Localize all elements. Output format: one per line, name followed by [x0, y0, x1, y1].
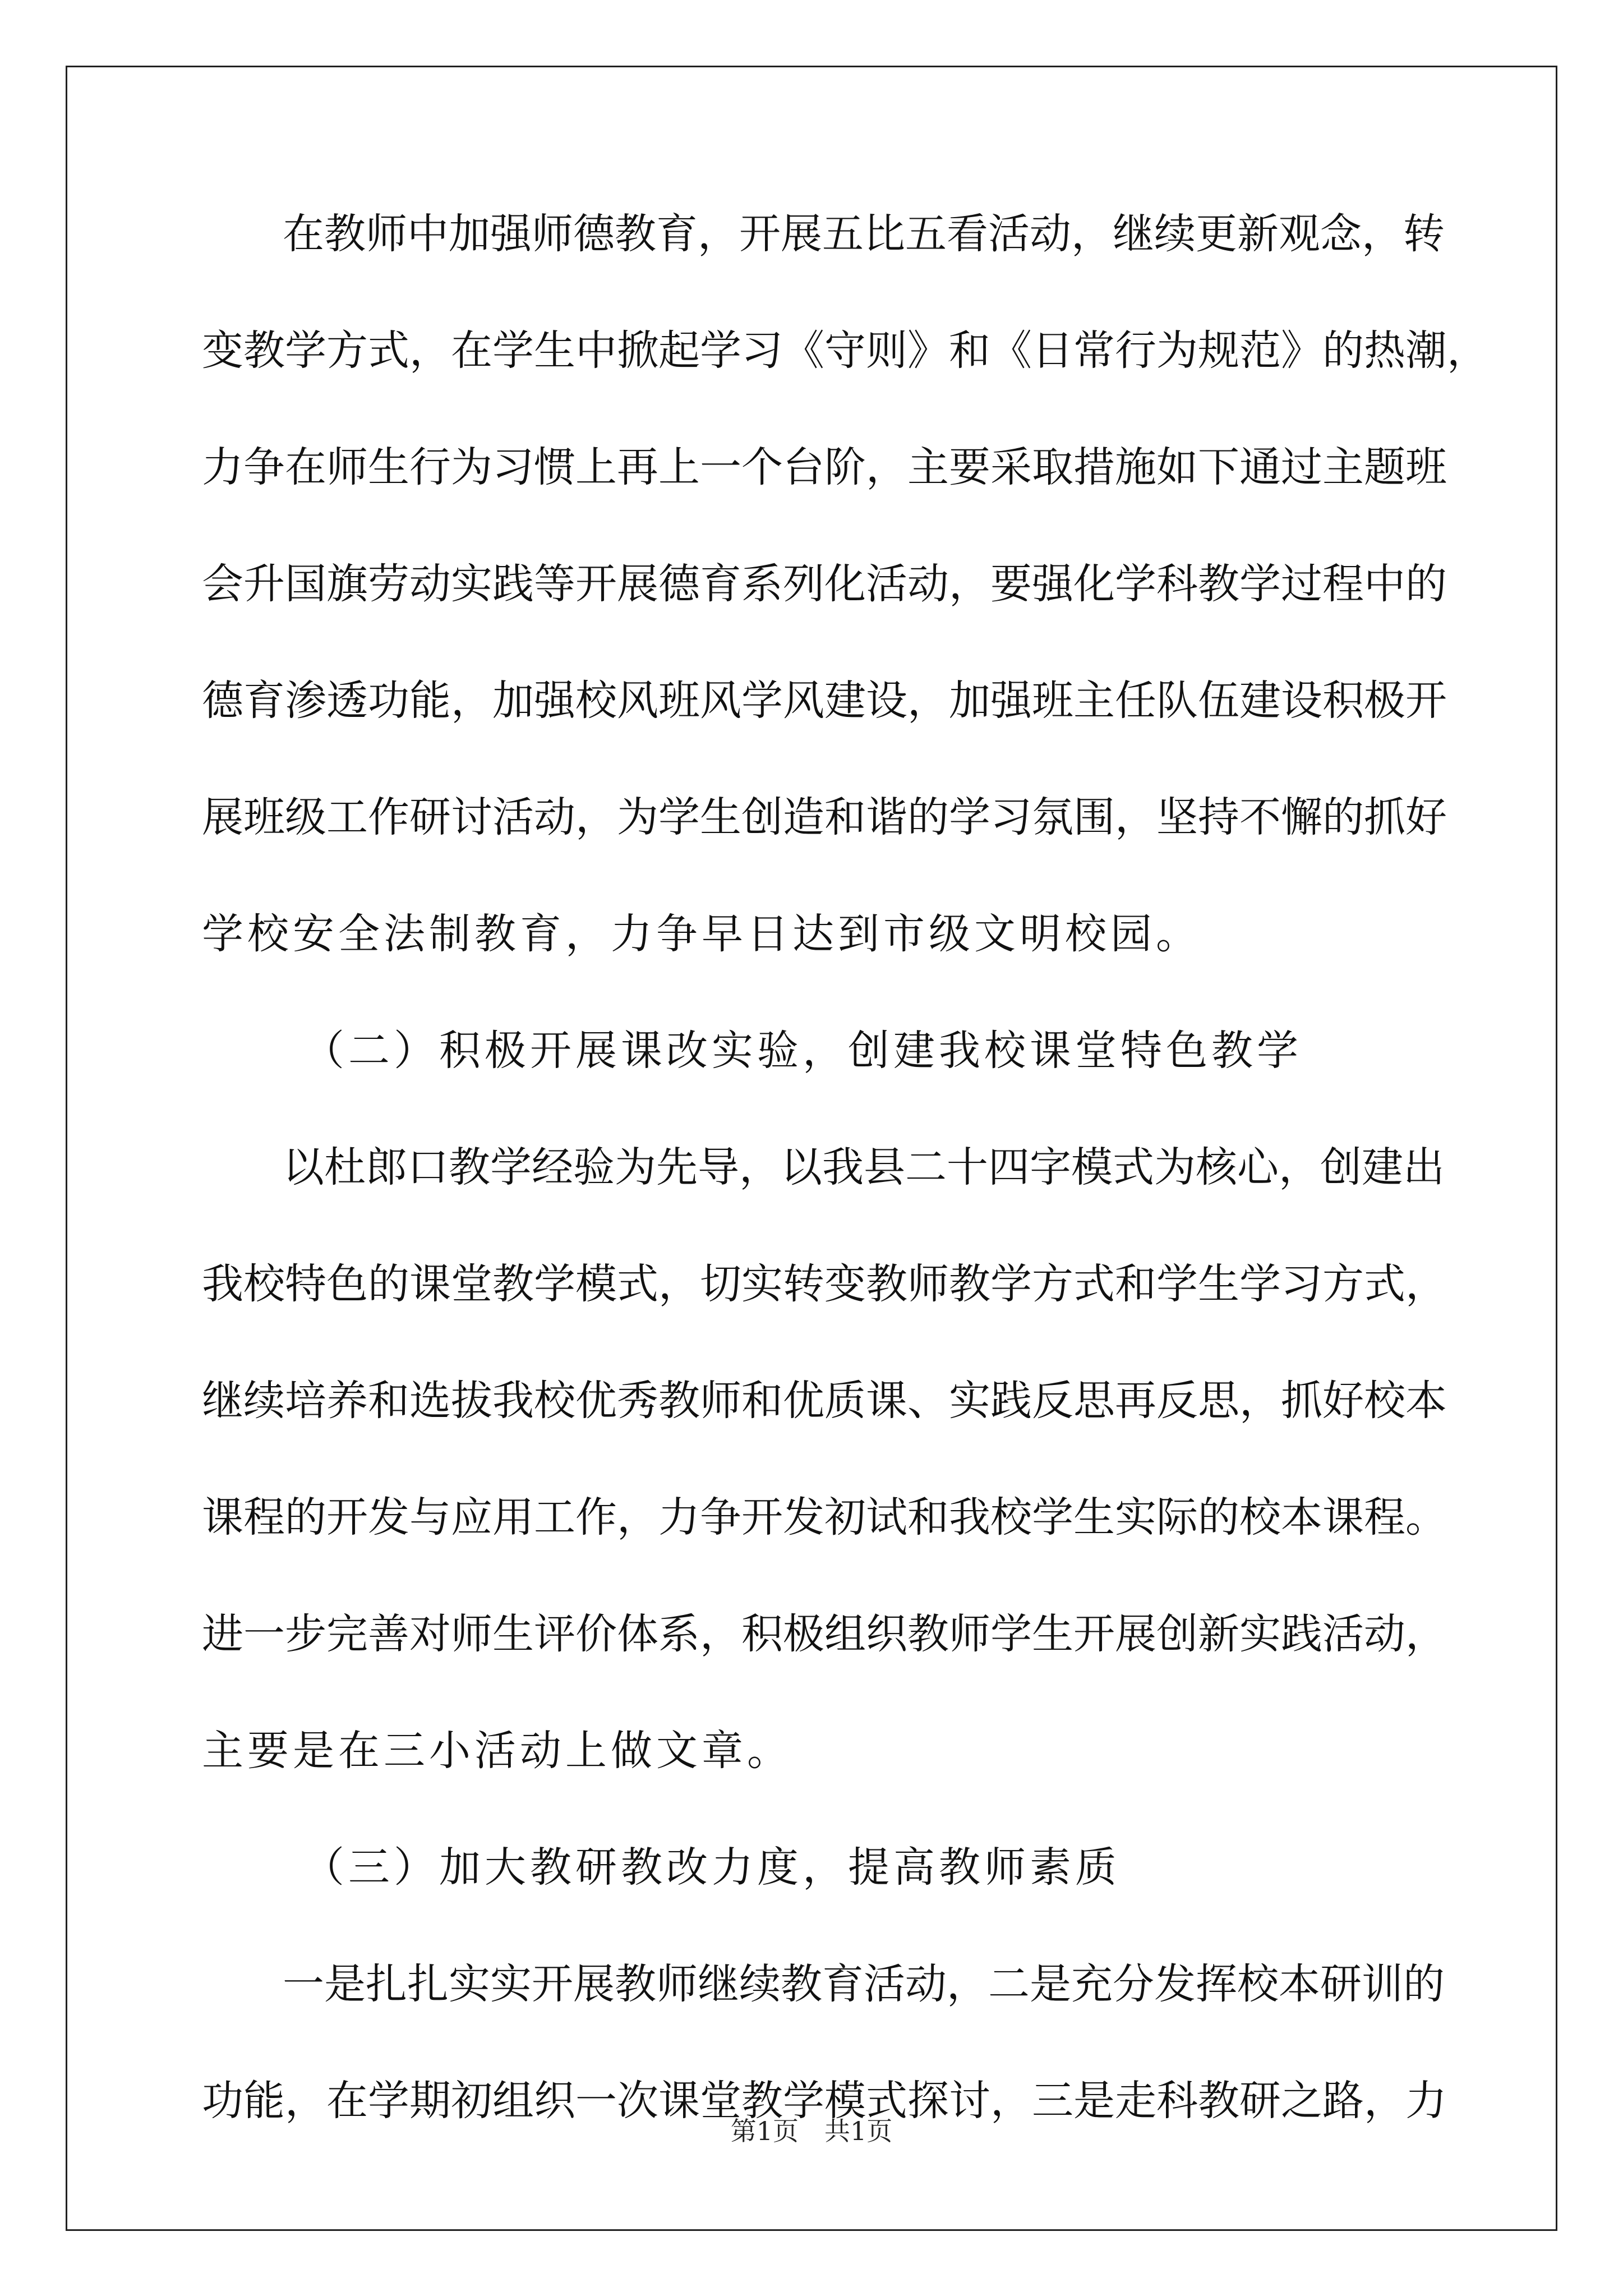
text-line: 我校特色的课堂教学模式，切实转变教师教学方式和学生学习方式， [202, 1260, 1447, 1308]
text-line: 进一步完善对师生评价体系，积极组织教师学生开展创新实践活动， [202, 1610, 1447, 1658]
text-line: 继续培养和选拔我校优秀教师和优质课、实践反思再反思，抓好校本 [202, 1377, 1447, 1425]
document-body [202, 210, 1488, 2197]
text-line: 功能，在学期初组织一次课堂教学模式探讨，三是走科教研之路，力 [202, 2077, 1447, 2125]
text-line: 变教学方式，在学生中掀起学习《守则》和《日常行为规范》的热潮， [202, 326, 1488, 375]
text-line: 学校安全法制教育，力争早日达到市级文明校园。 [202, 910, 1201, 958]
text-line: 德育渗透功能，加强校风班风学风建设，加强班主任队伍建设积极开 [202, 677, 1447, 725]
text-line: 主要是在三小活动上做文章。 [202, 1727, 792, 1775]
text-line: 会升国旗劳动实践等开展德育系列化活动，要强化学科教学过程中的 [202, 560, 1447, 608]
text-line: 在教师中加强师德教育，开展五比五看活动，继续更新观念，转 [283, 210, 1445, 258]
text-line: 一是扎扎实实开展教师继续教育活动，二是充分发挥校本研训的 [283, 1960, 1445, 2008]
text-line: 力争在师生行为习惯上再上一个台阶，主要采取措施如下通过主题班 [202, 443, 1447, 491]
text-line: 课程的开发与应用工作，力争开发初试和我校学生实际的校本课程。 [202, 1493, 1447, 1542]
section-heading: （二）积极开展课改实验，创建我校课堂特色教学 [303, 1027, 1302, 1075]
section-heading: （三）加大教研教改力度，提高教师素质 [303, 1843, 1121, 1892]
page-number-footer: 第1页 共1页 [730, 2116, 893, 2146]
text-line: 以杜郎口教学经验为先导，以我县二十四字模式为核心，创建出 [283, 1143, 1445, 1191]
text-line: 展班级工作研讨活动，为学生创造和谐的学习氛围，坚持不懈的抓好 [202, 793, 1447, 841]
